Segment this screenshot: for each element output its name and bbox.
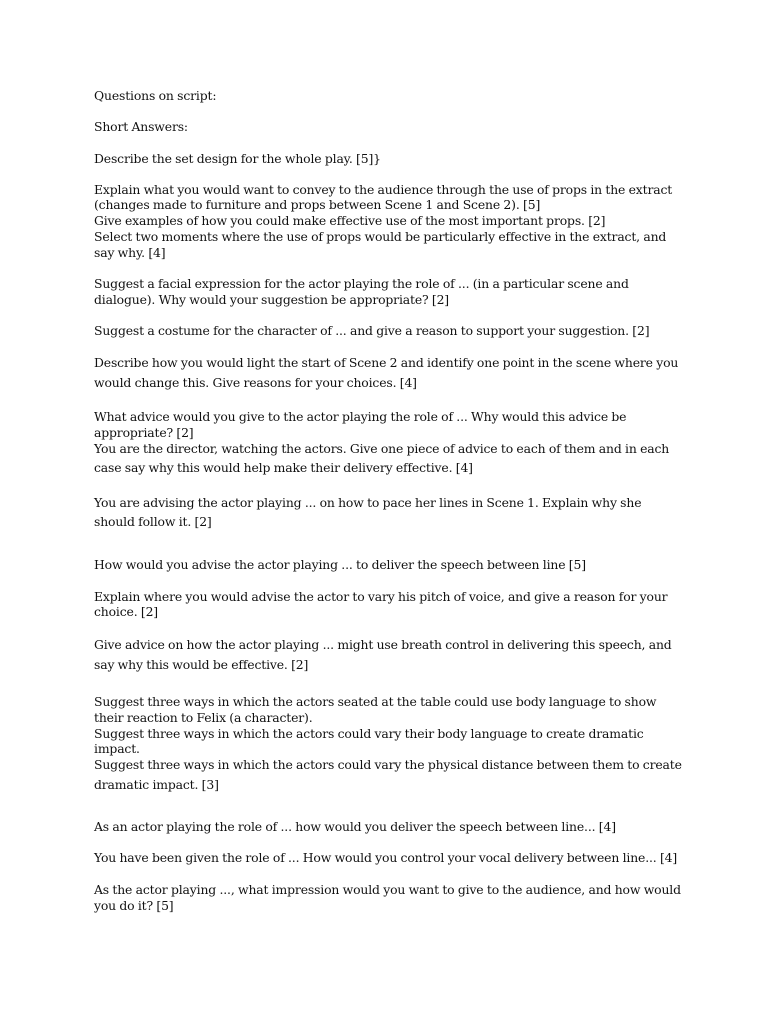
question-line: As an actor playing the role of ... how would you deliver the speech between line... [4]	[94, 819, 616, 834]
question-line: Give advice on how the actor playing ... might use breath control in delivering this speech, and	[94, 637, 672, 652]
question-line: say why this would be effective. [2]	[94, 657, 309, 672]
question-line: What advice would you give to the actor playing the role of ... Why would this advice be	[94, 409, 627, 424]
question-line: Describe how you would light the start of Scene 2 and identify one point in the scene where you	[94, 355, 679, 370]
question-line: say why. [4]	[94, 245, 166, 260]
question-line: Suggest a facial expression for the actor playing the role of ... (in a particular scene and	[94, 276, 629, 291]
document-subheading: Short Answers:	[94, 119, 188, 134]
question-line: (changes made to furniture and props between Scene 1 and Scene 2). [5]	[94, 197, 541, 212]
question-line: dialogue). Why would your suggestion be appropriate? [2]	[94, 292, 449, 307]
question-line: impact.	[94, 741, 140, 756]
document-heading: Questions on script:	[94, 88, 217, 103]
question-line: Suggest a costume for the character of ... and give a reason to support your suggestion. [2]	[94, 323, 650, 338]
question-line: Describe the set design for the whole play. [5]}	[94, 151, 381, 166]
question-line: you do it? [5]	[94, 898, 174, 913]
question-line: Suggest three ways in which the actors could vary the physical distance between them to create	[94, 757, 682, 772]
question-line: You are advising the actor playing ... on how to pace her lines in Scene 1. Explain why she	[94, 495, 642, 510]
question-line: Suggest three ways in which the actors could vary their body language to create dramatic	[94, 726, 644, 741]
question-line: You have been given the role of ... How would you control your vocal delivery between line... [4]	[94, 850, 678, 865]
question-line: Explain where you would advise the actor to vary his pitch of voice, and give a reason for your	[94, 589, 668, 604]
question-line: their reaction to Felix (a character).	[94, 710, 313, 725]
question-line: choice. [2]	[94, 604, 158, 619]
question-line: Give examples of how you could make effective use of the most important props. [2]	[94, 213, 606, 228]
question-line: case say why this would help make their delivery effective. [4]	[94, 460, 473, 475]
question-line: You are the director, watching the actors. Give one piece of advice to each of them and in each	[94, 441, 670, 456]
question-line: Suggest three ways in which the actors seated at the table could use body language to show	[94, 694, 657, 709]
question-line: would change this. Give reasons for your choices. [4]	[94, 375, 417, 390]
question-line: As the actor playing ..., what impression would you want to give to the audience, and how would	[94, 882, 681, 897]
question-line: dramatic impact. [3]	[94, 777, 219, 792]
question-line: How would you advise the actor playing ... to deliver the speech between line [5]	[94, 557, 586, 572]
question-line: Select two moments where the use of props would be particularly effective in the extract, and	[94, 229, 667, 244]
question-line: appropriate? [2]	[94, 425, 194, 440]
question-line: Explain what you would want to convey to the audience through the use of props in the extract	[94, 182, 673, 197]
question-line: should follow it. [2]	[94, 514, 212, 529]
